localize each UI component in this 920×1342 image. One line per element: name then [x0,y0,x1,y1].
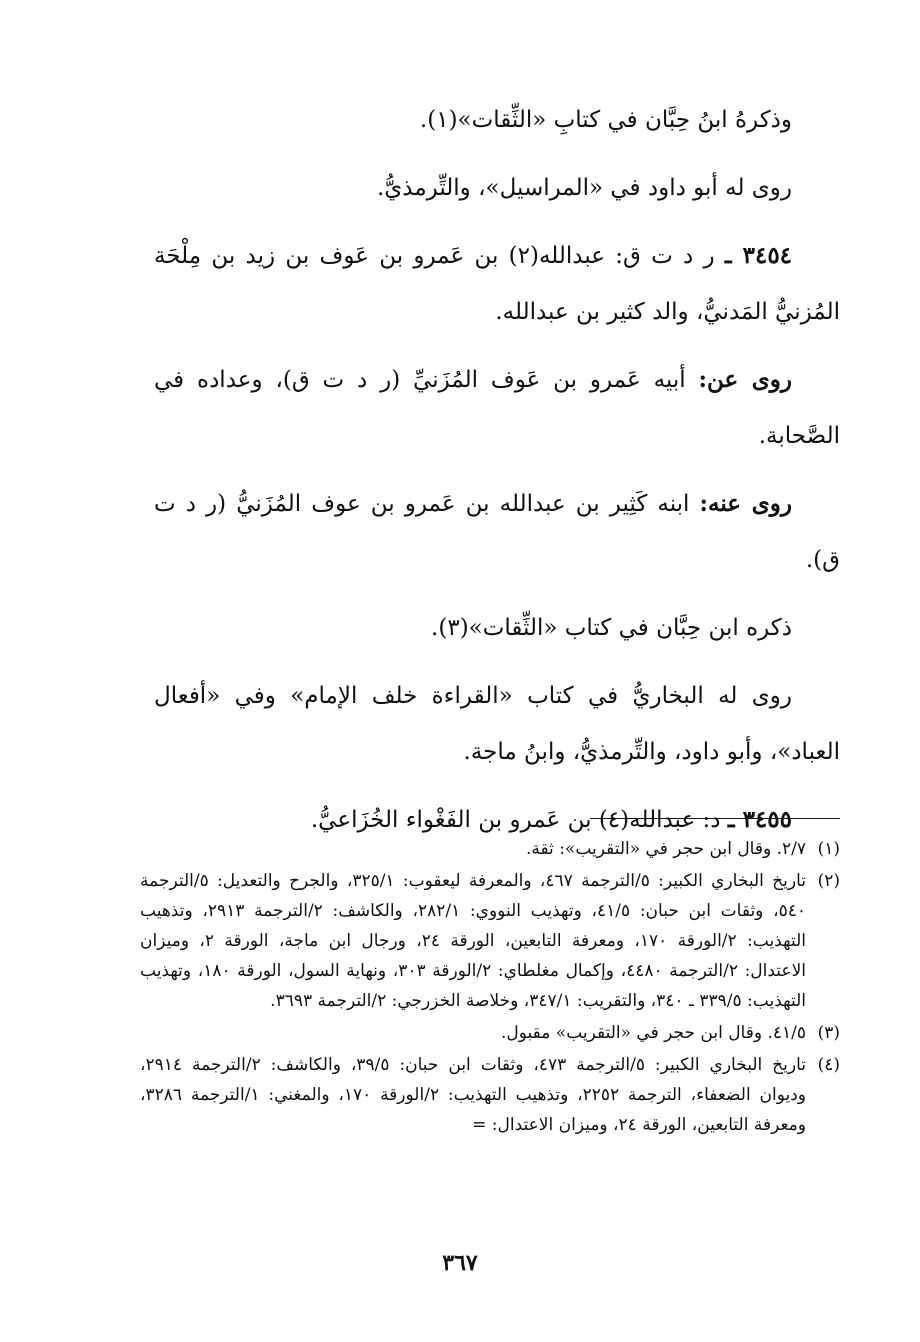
footnotes [140,834,840,1142]
footnote-number: (٤) [817,1055,840,1075]
paragraph-text: وذكرهُ ابنُ حِبَّان في كتابِ «الثِّقات»(١). [419,107,792,133]
footnote-number: (٣) [817,1023,840,1043]
footnote-2 [140,866,840,1016]
entry-text: ر د ت ق: عبدالله(٢) بن عَمرو بن عَوف بن زيد بن مِلْحَة المُزنيُّ المَدنيُّ، والد كثير بن عبدالله. [154,243,840,325]
paragraph-lead: روى عن: [698,366,792,393]
footnote-text: ٢/٧. وقال ابن حجر في «التقريب»: ثقة. [525,839,806,859]
main-text [154,92,840,860]
paragraph-text: روى له أبو داود في «المراسيل»، والتِّرمذيُّ. [376,175,792,201]
paragraph-lead: روى عنه: [699,490,792,517]
paragraph-bukhari [154,668,840,780]
entry-number: ٣٤٥٥ ـ [727,806,792,833]
paragraph-ibn-hibban-note [154,92,840,148]
footnote-text: ٤١/٥. وقال ابن حجر في «التقريب» مقبول. [501,1023,806,1043]
paragraph-thiqat [154,600,840,656]
footnote-1 [140,834,840,864]
footnote-number: (١) [817,839,840,859]
page-number: ٣٦٧ [442,1250,478,1276]
entry-text: د: عبدالله(٤) بن عَمرو بن الفَغْواء الخُزَاعيُّ. [310,807,721,833]
paragraph-text: أبيه عَمرو بن عَوف المُزَنيِّ (ر د ت ق)، وعداده في الصَّحابة. [154,367,840,449]
paragraph-text: ابنه كَثِير بن عبدالله بن عَمرو بن عوف المُزَنيُّ (ر د ت ق). [154,491,840,573]
footnote-text: تاريخ البخاري الكبير: ٥/الترجمة ٤٦٧، والمعرفة ليعقوب: ٣٢٥/١، والجرح والتعديل: ٥/الترجمة ٥٤٠، وثقات ابن حبان: ٤١/٥، وتهذيب النووي: ٢٨٢/١، والكاشف: ٢/الترجمة ٢٩١٣، وتذهيب التهذيب: ٢/الورقة ١٧٠، ومعرفة التابعين، الورقة ٢٤، ورجال ابن ماجة، الورقة ٢، وميزان الاعتدال: ٢/الترجمة ٤٤٨٠، وإكمال مغلطاي: ٢/الورقة ٣٠٣، ونهاية السول، الورقة ١٨٠، وتهذيب التهذيب: ٣٣٩/٥ ـ ٣٤٠، والتقريب: ٣٤٧/١، وخلاصة الخزرجي: ٢/الترجمة ٣٦٩٣. [140,871,806,1011]
paragraph-text: روى له البخاريُّ في كتاب «القراءة خلف الإمام» وفي «أفعال العباد»، وأبو داود، والتِّرمذيُّ، وابنُ ماجة. [154,683,840,765]
footnote-4 [140,1050,840,1140]
footnote-divider [590,818,840,819]
footnote-text: تاريخ البخاري الكبير: ٥/الترجمة ٤٧٣، وثقات ابن حبان: ٣٩/٥، والكاشف: ٢/الترجمة ٢٩١٤، وديوان الضعفاء، الترجمة ٢٢٥٢، وتذهيب التهذيب: ٢/الورقة ١٧٠، والمغني: ١/الترجمة ٣٢٨٦، ومعرفة التابعين، الورقة ٢٤، وميزان الاعتدال: = [140,1055,807,1135]
footnote-number: (٢) [817,871,840,891]
footnote-3 [140,1018,840,1048]
paragraph-narrators [154,160,840,216]
paragraph-rawa-an [154,352,840,464]
paragraph-rawa-anhu [154,476,840,588]
entry-number: ٣٤٥٤ ـ [724,242,793,269]
entry-3454 [154,228,840,340]
paragraph-text: ذكره ابن حِبَّان في كتاب «الثِّقات»(٣). [431,615,792,641]
